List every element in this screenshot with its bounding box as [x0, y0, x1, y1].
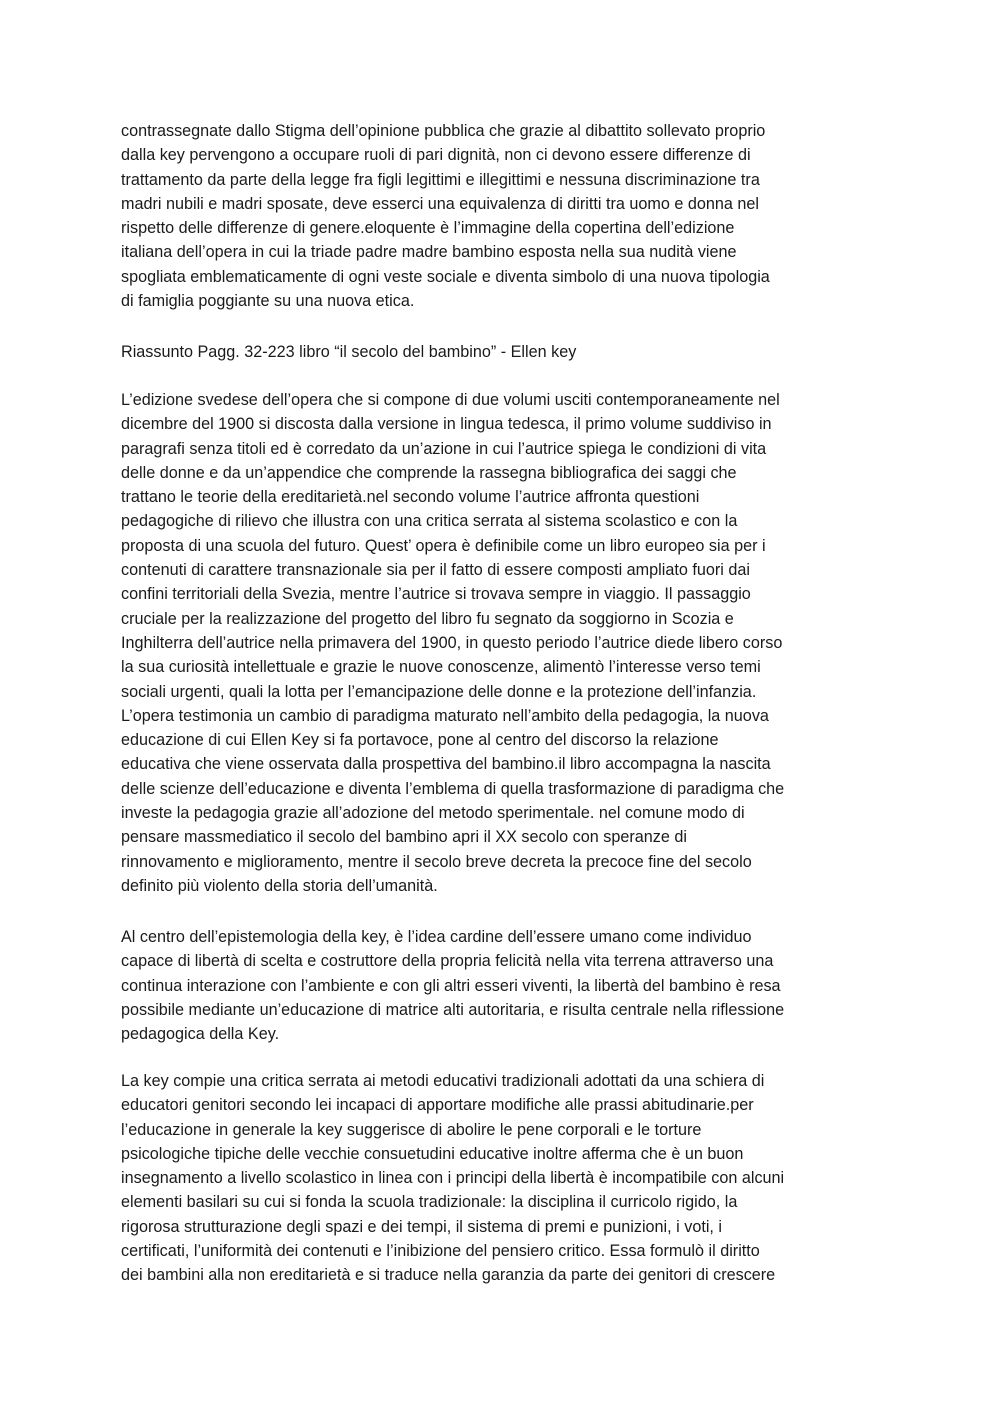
text-line: pensare massmediatico il secolo del bambino apri il XX secolo con speranze di — [121, 828, 687, 847]
text-line: insegnamento a livello scolastico in linea con i principi della libertà è incompatibile con alcuni — [121, 1169, 785, 1188]
text-line: certificati, l’uniformità dei contenuti e l’inibizione del pensiero critico. Essa formulò il diritto — [121, 1242, 760, 1261]
text-line: italiana dell’opera in cui la triade padre madre bambino esposta nella sua nudità viene — [121, 243, 737, 262]
text-line: definito più violento della storia dell’umanità. — [121, 876, 438, 895]
text-line: psicologiche tipiche delle vecchie consuetudini educative inoltre afferma che è un buon — [121, 1144, 744, 1163]
text-line: capace di libertà di scelta e costruttore della propria felicità nella vita terrena attraverso una — [121, 952, 774, 971]
text-line: educatori genitori secondo lei incapaci di apportare modifiche alle prassi abitudinarie.per — [121, 1096, 754, 1115]
text-line: pedagogica della Key. — [121, 1025, 280, 1044]
text-line: proposta di una scuola del futuro. Quest’ opera è definibile come un libro europeo sia per i — [121, 536, 766, 555]
text-line: Inghilterra dell’autrice nella primavera del 1900, in questo periodo l’autrice diede libero corso — [121, 633, 783, 652]
text-line: trattano le teorie della ereditarietà.nel secondo volume l’autrice affronta questioni — [121, 488, 700, 507]
text-line: dicembre del 1900 si discosta dalla versione in lingua tedesca, il primo volume suddiviso in — [121, 415, 772, 434]
text-line: rispetto delle differenze di genere.eloquente è l’immagine della copertina dell’edizione — [121, 219, 735, 238]
text-line: elementi basilari su cui si fonda la scuola tradizionale: la disciplina il curricolo rigido, la — [121, 1193, 738, 1212]
section-heading — [121, 340, 889, 364]
text-line: La key compie una critica serrata ai metodi educativi tradizionali adottati da una schiera di — [121, 1072, 765, 1090]
text-line: Al centro dell’epistemologia della key, è l’idea cardine dell’essere umano come individuo — [121, 928, 752, 946]
text-line: confini territoriali della Svezia, mentre l’autrice si trovava sempre in viaggio. Il passaggio — [121, 585, 751, 604]
text-line: delle donne e da un’appendice che comprende la rassegna bibliografica dei saggi che — [121, 463, 737, 482]
text-line: madri nubili e madri sposate, deve esserci una equivalenza di diritti tra uomo e donna nel — [121, 194, 759, 213]
text-line: investe la pedagogia grazie all’adozione del metodo sperimentale. nel comune modo di — [121, 804, 745, 823]
text-line: pedagogiche di rilievo che illustra con una critica serrata al sistema scolastico e con la — [121, 512, 738, 531]
text-line: dalla key pervengono a occupare ruoli di pari dignità, non ci devono essere differenze di — [121, 146, 751, 165]
text-line: continua interazione con l’ambiente e con gli altri esseri viventi, la libertà del bambino è resa — [121, 976, 781, 995]
text-line: di famiglia poggiante su una nuova etica. — [121, 292, 415, 311]
heading-line: Riassunto Pagg. 32-223 libro “il secolo del bambino” - Ellen key — [121, 343, 577, 361]
text-line: delle scienze dell’educazione e diventa l’emblema di quella trasformazione di paradigma che — [121, 779, 785, 798]
text-line: contenuti di carattere transnazionale sia per il fatto di essere composti ampliato fuori dai — [121, 561, 750, 580]
text-line: educazione di cui Ellen Key si fa portavoce, pone al centro del discorso la relazione — [121, 731, 719, 750]
text-line: L’opera testimonia un cambio di paradigma maturato nell’ambito della pedagogia, la nuova — [121, 706, 769, 725]
text-line: dei bambini alla non ereditarietà e si traduce nella garanzia da parte dei genitori di crescere — [121, 1266, 776, 1285]
text-line: L’edizione svedese dell’opera che si compone di due volumi usciti contemporaneamente nel — [121, 391, 780, 409]
paragraph-1 — [121, 119, 889, 313]
text-line: trattamento da parte della legge fra figli legittimi e illegittimi e nessuna discriminazione tra — [121, 170, 760, 189]
text-line: rigorosa strutturazione degli spazi e dei tempi, il sistema di premi e punizioni, i voti, i — [121, 1217, 723, 1236]
paragraph-3 — [121, 925, 889, 1046]
paragraph-2 — [121, 388, 889, 898]
text-line: la sua curiosità intellettuale e grazie le nuove conoscenze, alimentò l’interesse verso temi — [121, 658, 761, 677]
text-line: sociali urgenti, quali la lotta per l’emancipazione delle donne e la protezione dell’infanzia. — [121, 682, 757, 701]
text-line: rinnovamento e miglioramento, mentre il secolo breve decreta la precoce fine del secolo — [121, 852, 752, 871]
text-line: spogliata emblematicamente di ogni veste sociale e diventa simbolo di una nuova tipologia — [121, 267, 770, 286]
text-line: contrassegnate dallo Stigma dell’opinione pubblica che grazie al dibattito sollevato proprio — [121, 122, 766, 140]
text-line: l’educazione in generale la key suggerisce di abolire le pene corporali e le torture — [121, 1120, 702, 1139]
text-line: educativa che viene osservata dalla prospettiva del bambino.il libro accompagna la nascita — [121, 755, 771, 774]
text-line: paragrafi senza titoli ed è corredato da un’azione in cui l’autrice spiega le condizioni di vita — [121, 439, 767, 458]
paragraph-4 — [121, 1069, 889, 1288]
text-line: cruciale per la realizzazione del progetto del libro fu segnato da soggiorno in Scozia e — [121, 609, 734, 628]
text-line: possibile mediante un’educazione di matrice alti autoritaria, e risulta centrale nella riflessione — [121, 1000, 785, 1019]
